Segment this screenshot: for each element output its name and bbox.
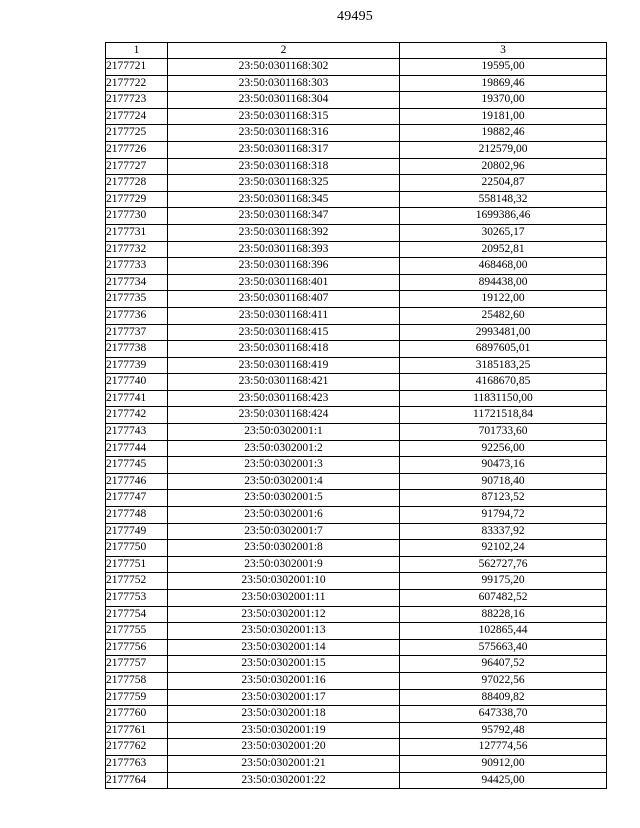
table-row (106, 722, 607, 739)
cadastral-number-cell: 23:50:0301168:302 (168, 59, 400, 76)
table-row (106, 656, 607, 673)
cadastral-number-cell: 23:50:0301168:347 (168, 208, 400, 225)
cadastral-number-cell: 23:50:0301168:325 (168, 175, 400, 192)
record-number-cell: 2177733 (106, 258, 168, 275)
header-row (106, 43, 607, 59)
cadastral-number-cell: 23:50:0301168:415 (168, 324, 400, 341)
record-number-cell: 2177742 (106, 407, 168, 424)
record-number-cell: 2177727 (106, 158, 168, 175)
column-header-1: 1 (106, 43, 168, 59)
record-number-cell: 2177724 (106, 108, 168, 125)
table-row (106, 357, 607, 374)
value-cell: 212579,00 (400, 141, 607, 158)
value-cell: 96407,52 (400, 656, 607, 673)
cadastral-number-cell: 23:50:0301168:419 (168, 357, 400, 374)
table-row (106, 490, 607, 507)
value-cell: 19181,00 (400, 108, 607, 125)
value-cell: 102865,44 (400, 623, 607, 640)
value-cell: 83337,92 (400, 523, 607, 540)
value-cell: 11831150,00 (400, 390, 607, 407)
table-row (106, 639, 607, 656)
table-header (106, 43, 607, 59)
cadastral-number-cell: 23:50:0301168:418 (168, 341, 400, 358)
record-number-cell: 2177728 (106, 175, 168, 192)
table-row (106, 374, 607, 391)
cadastral-number-cell: 23:50:0301168:401 (168, 274, 400, 291)
table-row (106, 473, 607, 490)
value-cell: 19869,46 (400, 75, 607, 92)
record-number-cell: 2177734 (106, 274, 168, 291)
cadastral-number-cell: 23:50:0302001:15 (168, 656, 400, 673)
value-cell: 4168670,85 (400, 374, 607, 391)
record-number-cell: 2177721 (106, 59, 168, 76)
table-row (106, 706, 607, 723)
record-number-cell: 2177763 (106, 755, 168, 772)
cadastral-number-cell: 23:50:0302001:9 (168, 556, 400, 573)
cadastral-number-cell: 23:50:0302001:22 (168, 772, 400, 789)
value-cell: 2993481,00 (400, 324, 607, 341)
cadastral-number-cell: 23:50:0302001:21 (168, 755, 400, 772)
record-number-cell: 2177758 (106, 672, 168, 689)
cadastral-number-cell: 23:50:0302001:12 (168, 606, 400, 623)
record-number-cell: 2177739 (106, 357, 168, 374)
cadastral-number-cell: 23:50:0301168:303 (168, 75, 400, 92)
record-number-cell: 2177753 (106, 590, 168, 607)
record-number-cell: 2177743 (106, 424, 168, 441)
value-cell: 468468,00 (400, 258, 607, 275)
record-number-cell: 2177754 (106, 606, 168, 623)
value-cell: 99175,20 (400, 573, 607, 590)
value-cell: 19882,46 (400, 125, 607, 142)
value-cell: 92102,24 (400, 540, 607, 557)
record-number-cell: 2177748 (106, 507, 168, 524)
value-cell: 575663,40 (400, 639, 607, 656)
table-row (106, 623, 607, 640)
record-number-cell: 2177741 (106, 390, 168, 407)
record-number-cell: 2177736 (106, 307, 168, 324)
value-cell: 11721518,84 (400, 407, 607, 424)
record-number-cell: 2177732 (106, 241, 168, 258)
table-row (106, 606, 607, 623)
table-row (106, 108, 607, 125)
table-row (106, 672, 607, 689)
value-cell: 20952,81 (400, 241, 607, 258)
table-row (106, 258, 607, 275)
record-number-cell: 2177723 (106, 92, 168, 109)
table-row (106, 590, 607, 607)
cadastral-number-cell: 23:50:0302001:18 (168, 706, 400, 723)
value-cell: 558148,32 (400, 191, 607, 208)
value-cell: 20802,96 (400, 158, 607, 175)
record-number-cell: 2177745 (106, 457, 168, 474)
cadastral-number-cell: 23:50:0301168:317 (168, 141, 400, 158)
record-number-cell: 2177740 (106, 374, 168, 391)
cadastral-number-cell: 23:50:0301168:421 (168, 374, 400, 391)
table-row (106, 224, 607, 241)
record-number-cell: 2177752 (106, 573, 168, 590)
cadastral-number-cell: 23:50:0301168:407 (168, 291, 400, 308)
value-cell: 647338,70 (400, 706, 607, 723)
column-header-3: 3 (400, 43, 607, 59)
record-number-cell: 2177764 (106, 772, 168, 789)
record-number-cell: 2177762 (106, 739, 168, 756)
cadastral-number-cell: 23:50:0302001:10 (168, 573, 400, 590)
table-row (106, 92, 607, 109)
cadastral-number-cell: 23:50:0302001:19 (168, 722, 400, 739)
record-number-cell: 2177725 (106, 125, 168, 142)
table-row (106, 158, 607, 175)
table-row (106, 772, 607, 789)
record-number-cell: 2177755 (106, 623, 168, 640)
value-cell: 92256,00 (400, 440, 607, 457)
cadastral-number-cell: 23:50:0301168:392 (168, 224, 400, 241)
value-cell: 19370,00 (400, 92, 607, 109)
table-row (106, 291, 607, 308)
cadastral-number-cell: 23:50:0302001:16 (168, 672, 400, 689)
cadastral-number-cell: 23:50:0302001:3 (168, 457, 400, 474)
table-row (106, 755, 607, 772)
value-cell: 607482,52 (400, 590, 607, 607)
value-cell: 127774,56 (400, 739, 607, 756)
cadastral-number-cell: 23:50:0302001:11 (168, 590, 400, 607)
cadastral-number-cell: 23:50:0301168:318 (168, 158, 400, 175)
record-number-cell: 2177726 (106, 141, 168, 158)
record-number-cell: 2177730 (106, 208, 168, 225)
record-number-cell: 2177750 (106, 540, 168, 557)
table-row (106, 208, 607, 225)
table-row (106, 573, 607, 590)
record-number-cell: 2177760 (106, 706, 168, 723)
cadastral-number-cell: 23:50:0301168:316 (168, 125, 400, 142)
cadastral-number-cell: 23:50:0302001:7 (168, 523, 400, 540)
table-row (106, 739, 607, 756)
cadastral-number-cell: 23:50:0301168:423 (168, 390, 400, 407)
cadastral-number-cell: 23:50:0301168:304 (168, 92, 400, 109)
value-cell: 894438,00 (400, 274, 607, 291)
value-cell: 97022,56 (400, 672, 607, 689)
cadastral-number-cell: 23:50:0302001:1 (168, 424, 400, 441)
cadastral-number-cell: 23:50:0302001:14 (168, 639, 400, 656)
table-row (106, 556, 607, 573)
record-number-cell: 2177759 (106, 689, 168, 706)
record-number-cell: 2177746 (106, 473, 168, 490)
table-row (106, 507, 607, 524)
cadastral-number-cell: 23:50:0301168:396 (168, 258, 400, 275)
value-cell: 90718,40 (400, 473, 607, 490)
value-cell: 25482,60 (400, 307, 607, 324)
table-row (106, 75, 607, 92)
record-number-cell: 2177729 (106, 191, 168, 208)
table-row (106, 457, 607, 474)
value-cell: 94425,00 (400, 772, 607, 789)
table-row (106, 125, 607, 142)
record-number-cell: 2177757 (106, 656, 168, 673)
cadastral-number-cell: 23:50:0301168:393 (168, 241, 400, 258)
value-cell: 88228,16 (400, 606, 607, 623)
page-number: 49495 (337, 9, 373, 24)
table-row (106, 523, 607, 540)
value-cell: 30265,17 (400, 224, 607, 241)
value-cell: 562727,76 (400, 556, 607, 573)
table-row (106, 440, 607, 457)
column-header-2: 2 (168, 43, 400, 59)
table-row (106, 175, 607, 192)
table-row (106, 241, 607, 258)
record-number-cell: 2177749 (106, 523, 168, 540)
table-row (106, 307, 607, 324)
table-row (106, 59, 607, 76)
table-row (106, 424, 607, 441)
table-row (106, 141, 607, 158)
record-number-cell: 2177738 (106, 341, 168, 358)
table-body (106, 59, 607, 789)
table-row (106, 540, 607, 557)
value-cell: 88409,82 (400, 689, 607, 706)
value-cell: 19122,00 (400, 291, 607, 308)
table-row (106, 324, 607, 341)
value-cell: 1699386,46 (400, 208, 607, 225)
table-row (106, 341, 607, 358)
record-number-cell: 2177761 (106, 722, 168, 739)
record-number-cell: 2177731 (106, 224, 168, 241)
table-row (106, 689, 607, 706)
cadastral-number-cell: 23:50:0302001:2 (168, 440, 400, 457)
value-cell: 90473,16 (400, 457, 607, 474)
cadastral-number-cell: 23:50:0302001:5 (168, 490, 400, 507)
cadastral-number-cell: 23:50:0302001:17 (168, 689, 400, 706)
table-row (106, 191, 607, 208)
record-number-cell: 2177744 (106, 440, 168, 457)
table-row (106, 390, 607, 407)
value-cell: 6897605,01 (400, 341, 607, 358)
cadastral-number-cell: 23:50:0301168:411 (168, 307, 400, 324)
value-cell: 22504,87 (400, 175, 607, 192)
value-cell: 3185183,25 (400, 357, 607, 374)
value-cell: 91794,72 (400, 507, 607, 524)
cadastral-number-cell: 23:50:0301168:345 (168, 191, 400, 208)
record-number-cell: 2177751 (106, 556, 168, 573)
record-number-cell: 2177737 (106, 324, 168, 341)
record-number-cell: 2177756 (106, 639, 168, 656)
table-row (106, 274, 607, 291)
value-cell: 87123,52 (400, 490, 607, 507)
value-cell: 90912,00 (400, 755, 607, 772)
cadastral-number-cell: 23:50:0302001:6 (168, 507, 400, 524)
cadastral-number-cell: 23:50:0302001:4 (168, 473, 400, 490)
value-cell: 701733,60 (400, 424, 607, 441)
cadastral-number-cell: 23:50:0302001:8 (168, 540, 400, 557)
value-cell: 95792,48 (400, 722, 607, 739)
cadastral-number-cell: 23:50:0302001:20 (168, 739, 400, 756)
table-row (106, 407, 607, 424)
cadastral-number-cell: 23:50:0302001:13 (168, 623, 400, 640)
value-cell: 19595,00 (400, 59, 607, 76)
record-number-cell: 2177747 (106, 490, 168, 507)
record-number-cell: 2177722 (106, 75, 168, 92)
registry-table (105, 42, 607, 789)
cadastral-number-cell: 23:50:0301168:424 (168, 407, 400, 424)
cadastral-number-cell: 23:50:0301168:315 (168, 108, 400, 125)
record-number-cell: 2177735 (106, 291, 168, 308)
